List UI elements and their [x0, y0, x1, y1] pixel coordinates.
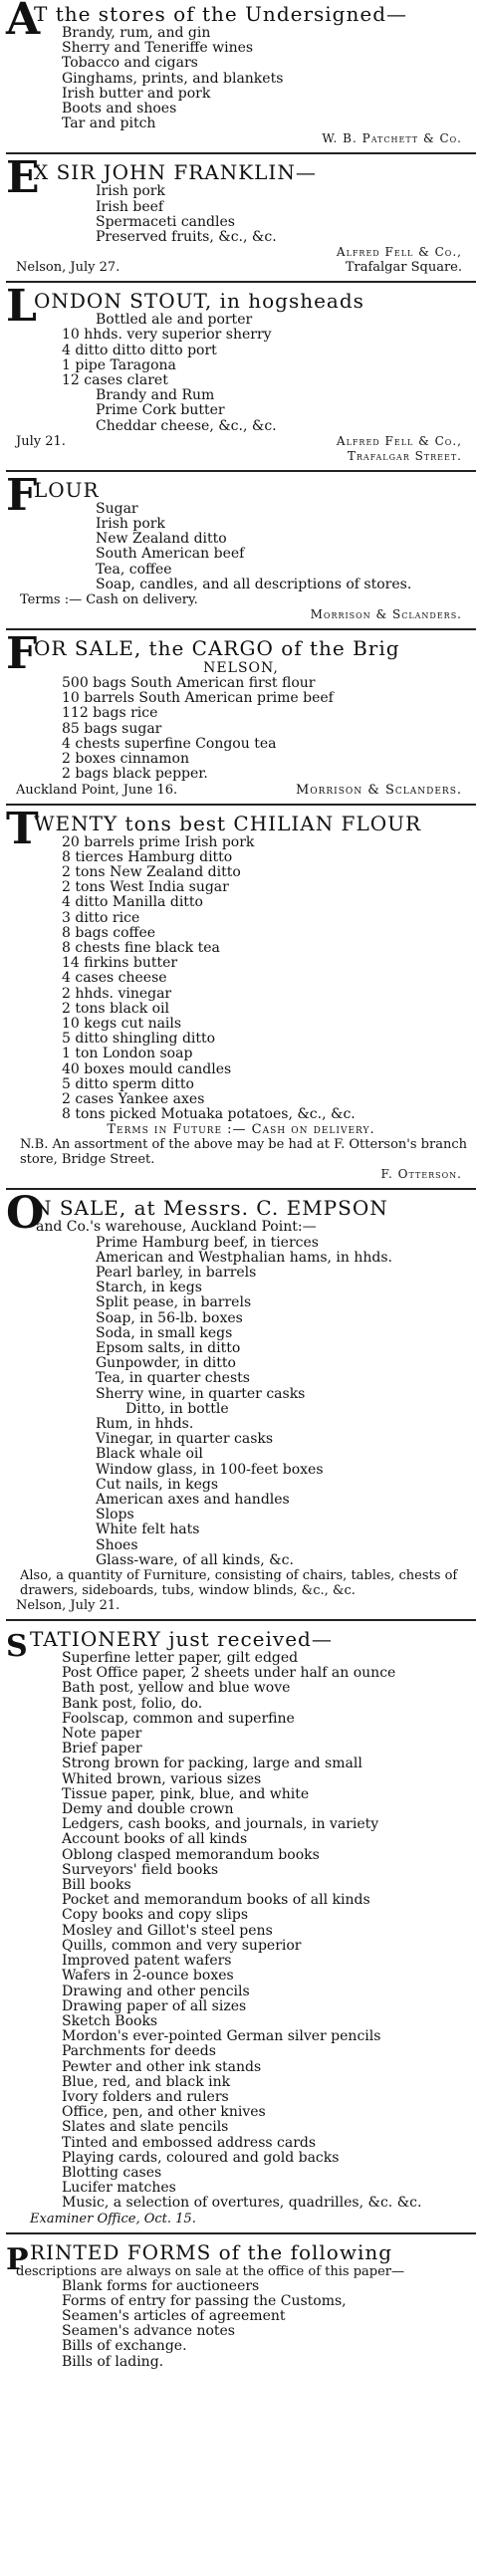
list-item: Black whale oil — [96, 1446, 203, 1463]
list-item: Superfine letter paper, gilt edged — [62, 1650, 299, 1667]
list-item: Seamen's articles of agreement — [62, 2307, 286, 2324]
list-item: Brief paper — [62, 1741, 142, 1757]
ad-chilian-flour — [6, 803, 476, 1187]
list-item: 2 cases Yankee axes — [62, 1090, 205, 1107]
headline-text: OR SALE, the CARGO of the Brig — [34, 636, 400, 661]
ad-stationery — [6, 1625, 476, 2230]
list-item: Tea, in quarter chests — [96, 1370, 250, 1387]
signature: F. Otterson. — [380, 1167, 462, 1182]
ad-flour — [6, 469, 476, 626]
list-item: Tobacco and cigars — [62, 55, 198, 72]
list-item: Strong brown for packing, large and small — [62, 1756, 362, 1772]
list-item: Preserved fruits, &c., &c. — [96, 229, 277, 246]
list-item: 1 pipe Taragona — [62, 356, 176, 373]
list-item: 5 ditto shingling ditto — [62, 1031, 216, 1048]
date-left: July 21. — [16, 433, 66, 449]
list-item: American axes and handles — [96, 1492, 290, 1509]
headline-text: WENTY tons best CHILIAN FLOUR — [34, 811, 422, 835]
list-item: 2 bags black pepper. — [62, 766, 208, 783]
list-item: Blue, red, and black ink — [62, 2073, 231, 2090]
list-item: Tar and pitch — [62, 116, 156, 132]
list-item: Surveyors' field books — [62, 1861, 219, 1878]
list-item: Post Office paper, 2 sheets under half an ounce — [62, 1665, 396, 1682]
divider — [6, 281, 476, 283]
list-item: 4 cases cheese — [62, 970, 167, 987]
list-item: Pearl barley, in barrels — [96, 1264, 257, 1281]
drop-cap: F — [6, 469, 39, 521]
subhead: descriptions are always on sale at the office of this paper— — [16, 2263, 404, 2279]
ad-sir-john-franklin — [6, 152, 476, 279]
list-item: Mosley and Gillot's steel pens — [62, 1922, 273, 1939]
divider — [6, 804, 476, 806]
drop-cap: A — [6, 0, 42, 45]
list-item: 2 hhds. vinegar — [62, 985, 172, 1002]
list-item: Whited brown, various sizes — [62, 1770, 262, 1787]
list-item: Shoes — [96, 1536, 138, 1553]
list-item: Gunpowder, in ditto — [96, 1355, 236, 1372]
list-item: Window glass, in 100-feet boxes — [96, 1461, 324, 1478]
list-item: 40 boxes mould candles — [62, 1060, 232, 1077]
list-item: 500 bags South American first flour — [62, 675, 316, 692]
list-item: Brandy, rum, and gin — [62, 25, 211, 41]
date-left: Examiner Office, Oct. 15. — [30, 2211, 196, 2226]
divider — [6, 1188, 476, 1190]
list-item: South American beef — [96, 546, 245, 563]
date-right: Morrison & Sclanders. — [295, 782, 462, 798]
list-item: Quills, common and very superior — [62, 1937, 302, 1954]
list-item: 2 tons black oil — [62, 1000, 170, 1017]
list-item: 12 cases claret — [62, 372, 168, 389]
date-right: Trafalgar Street. — [347, 448, 462, 463]
list-item: Tinted and embossed address cards — [62, 2134, 317, 2151]
list-item: Lucifer matches — [62, 2180, 176, 2197]
signature: Alfred Fell & Co., — [336, 433, 462, 448]
list-item: 4 ditto Manilla ditto — [62, 894, 203, 911]
list-item: 14 firkins butter — [62, 955, 178, 972]
list-item: 20 barrels prime Irish pork — [62, 833, 255, 850]
list-item: Soap, in 56-lb. boxes — [96, 1309, 243, 1326]
list-item: 2 tons New Zealand ditto — [62, 863, 241, 880]
list-item: Forms of entry for passing the Customs, — [62, 2292, 347, 2309]
list-item: Irish butter and pork — [62, 85, 211, 102]
date-right: Trafalgar Square. — [345, 260, 462, 276]
list-item: Bills of lading. — [62, 2353, 164, 2370]
dateline — [6, 783, 476, 798]
list-item: Tea, coffee — [96, 561, 172, 578]
list-item: Soda, in small kegs — [96, 1324, 233, 1341]
list-item: Epsom salts, in ditto — [96, 1339, 241, 1356]
list-item: Ginghams, prints, and blankets — [62, 70, 284, 87]
list-item: Bill books — [62, 1877, 131, 1894]
divider — [6, 152, 476, 154]
list-item: Foolscap, common and superfine — [62, 1710, 295, 1727]
list-item: Spermaceti candles — [96, 213, 235, 230]
list-item: Sherry and Teneriffe wines — [62, 40, 254, 57]
list-item: 8 bags coffee — [62, 924, 156, 941]
dateline — [6, 434, 476, 449]
divider — [6, 628, 476, 630]
list-item: 8 tons picked Motuaka potatoes, &c., &c. — [62, 1106, 356, 1123]
list-item: 5 ditto sperm ditto — [62, 1075, 194, 1092]
list-item: Pocket and memorandum books of all kinds — [62, 1892, 370, 1909]
list-item: Soap, candles, and all descriptions of stores. — [96, 576, 412, 592]
list-item: Ditto, in bottle — [125, 1400, 229, 1417]
list-item: Ledgers, cash books, and journals, in variety — [62, 1816, 379, 1833]
list-item: Tissue paper, pink, blue, and white — [62, 1785, 310, 1802]
divider — [6, 470, 476, 472]
list-item: Oblong clasped memorandum books — [62, 1846, 320, 1863]
drop-cap: P — [6, 2241, 30, 2277]
list-item: Cheddar cheese, &c., &c. — [96, 417, 277, 434]
list-item: 10 hhds. very superior sherry — [62, 327, 272, 344]
terms: Terms :— Cash on delivery. — [20, 592, 198, 608]
drop-cap: T — [6, 803, 40, 854]
list-item: Rum, in hhds. — [96, 1416, 194, 1432]
signature: Morrison & Sclanders. — [310, 607, 462, 622]
list-item: Seamen's advance notes — [62, 2323, 235, 2340]
list-item: Starch, in kegs — [96, 1280, 202, 1296]
list-item: Demy and double crown — [62, 1801, 234, 1818]
list-item: Parchments for deeds — [62, 2043, 216, 2060]
list-item: Ivory folders and rulers — [62, 2088, 229, 2105]
list-item: Slops — [96, 1507, 134, 1523]
list-item: Slates and slate pencils — [62, 2119, 229, 2136]
list-item: Irish pork — [96, 516, 165, 533]
list-item: Bills of exchange. — [62, 2338, 187, 2355]
list-item: Music, a selection of overtures, quadrilles, &c. &c. — [62, 2195, 422, 2212]
list-item: 112 bags rice — [62, 705, 158, 722]
list-item: American and Westphalian hams, in hhds. — [96, 1249, 393, 1266]
list-item: Improved patent wafers — [62, 1953, 232, 1970]
drop-cap: F — [6, 628, 39, 680]
list-item: Split pease, in barrels — [96, 1294, 252, 1311]
list-item: Prime Hamburg beef, in tierces — [96, 1234, 319, 1251]
list-item: Irish pork — [96, 183, 165, 200]
list-item: 8 tierces Hamburg ditto — [62, 848, 233, 865]
headline-text: ONDON STOUT, in hogsheads — [34, 289, 364, 314]
list-item: Bank post, folio, do. — [62, 1695, 203, 1712]
signature: W. B. Patchett & Co. — [322, 131, 462, 146]
date-left: Nelson, July 21. — [16, 1598, 120, 1614]
drop-cap: O — [6, 1188, 46, 1240]
list-item: 85 bags sugar — [62, 720, 162, 737]
ad-on-sale-empson — [6, 1188, 476, 1617]
drop-cap: E — [6, 152, 41, 204]
terms: Terms in Future :— Cash on delivery. — [107, 1122, 375, 1138]
ad-london-stout — [6, 281, 476, 468]
list-item: 10 kegs cut nails — [62, 1015, 182, 1032]
headline-text: N SALE, at Messrs. C. EMPSON — [34, 1196, 388, 1221]
list-item: Prime Cork butter — [96, 402, 225, 419]
headline-text: T the stores of the Undersigned— — [34, 2, 407, 26]
note: Also, a quantity of Furniture, consisting of chairs, tables, chests of drawers, sideboards, tubs, window blinds, &c., &c. — [20, 1568, 458, 1599]
headline-text: X SIR JOHN FRANKLIN— — [34, 160, 317, 185]
dateline — [6, 260, 476, 275]
list-item: 3 ditto rice — [62, 909, 140, 926]
headline-text: TATIONERY just received— — [30, 1627, 333, 1652]
list-item: Cut nails, in kegs — [96, 1476, 219, 1493]
headline-text: LOUR — [34, 477, 100, 502]
list-item: Boots and shoes — [62, 101, 177, 117]
list-item: Mordon's ever-pointed German silver pencils — [62, 2028, 381, 2045]
date-left: Auckland Point, June 16. — [16, 782, 178, 798]
list-item: 10 barrels South American prime beef — [62, 690, 334, 707]
list-item: Office, pen, and other knives — [62, 2104, 266, 2121]
ad-for-sale-cargo — [6, 628, 476, 801]
divider — [6, 2232, 476, 2234]
list-item: Bath post, yellow and blue wove — [62, 1680, 291, 1697]
list-item: Drawing and other pencils — [62, 1983, 250, 1999]
subhead: and Co.'s warehouse, Auckland Point:— — [36, 1219, 317, 1236]
list-item: New Zealand ditto — [96, 531, 227, 548]
ad-printed-forms — [6, 2238, 476, 2374]
list-item: 8 chests fine black tea — [62, 939, 220, 956]
drop-cap: L — [6, 281, 38, 333]
list-item: White felt hats — [96, 1522, 200, 1538]
date-left: Nelson, July 27. — [16, 260, 120, 276]
list-item: Irish beef — [96, 198, 164, 215]
list-item: Pewter and other ink stands — [62, 2058, 262, 2075]
drop-cap: S — [6, 1629, 29, 1665]
list-item: Vinegar, in quarter casks — [96, 1431, 274, 1448]
note: N.B. An assortment of the above may be had at F. Otterson's branch store, Bridge Street. — [20, 1137, 467, 1168]
list-item: 2 boxes cinnamon — [62, 751, 189, 768]
headline-text: RINTED FORMS of the following — [30, 2239, 393, 2264]
list-item: Blotting cases — [62, 2164, 162, 2181]
list-item: 4 ditto ditto ditto port — [62, 342, 217, 358]
list-item: Glass-ware, of all kinds, &c. — [96, 1551, 294, 1568]
ad-undersigned — [6, 0, 476, 150]
list-item: Note paper — [62, 1726, 142, 1743]
list-item: Copy books and copy slips — [62, 1907, 249, 1924]
signature: Alfred Fell & Co., — [336, 245, 462, 260]
list-item: Blank forms for auctioneers — [62, 2277, 260, 2294]
list-item: Account books of all kinds — [62, 1831, 248, 1848]
subhead: NELSON, — [203, 660, 279, 677]
list-item: Sketch Books — [62, 2012, 158, 2029]
list-item: Drawing paper of all sizes — [62, 1997, 247, 2014]
list-item: 2 tons West India sugar — [62, 879, 229, 896]
list-item: Wafers in 2-ounce boxes — [62, 1968, 234, 1985]
list-item: 4 chests superfine Congou tea — [62, 735, 277, 752]
divider — [6, 1619, 476, 1621]
list-item: Playing cards, coloured and gold backs — [62, 2149, 340, 2166]
list-item: 1 ton London soap — [62, 1046, 193, 1062]
list-item: Brandy and Rum — [96, 387, 215, 404]
list-item: Bottled ale and porter — [96, 312, 253, 329]
list-item: Sugar — [96, 500, 138, 517]
list-item: Sherry wine, in quarter casks — [96, 1385, 306, 1402]
